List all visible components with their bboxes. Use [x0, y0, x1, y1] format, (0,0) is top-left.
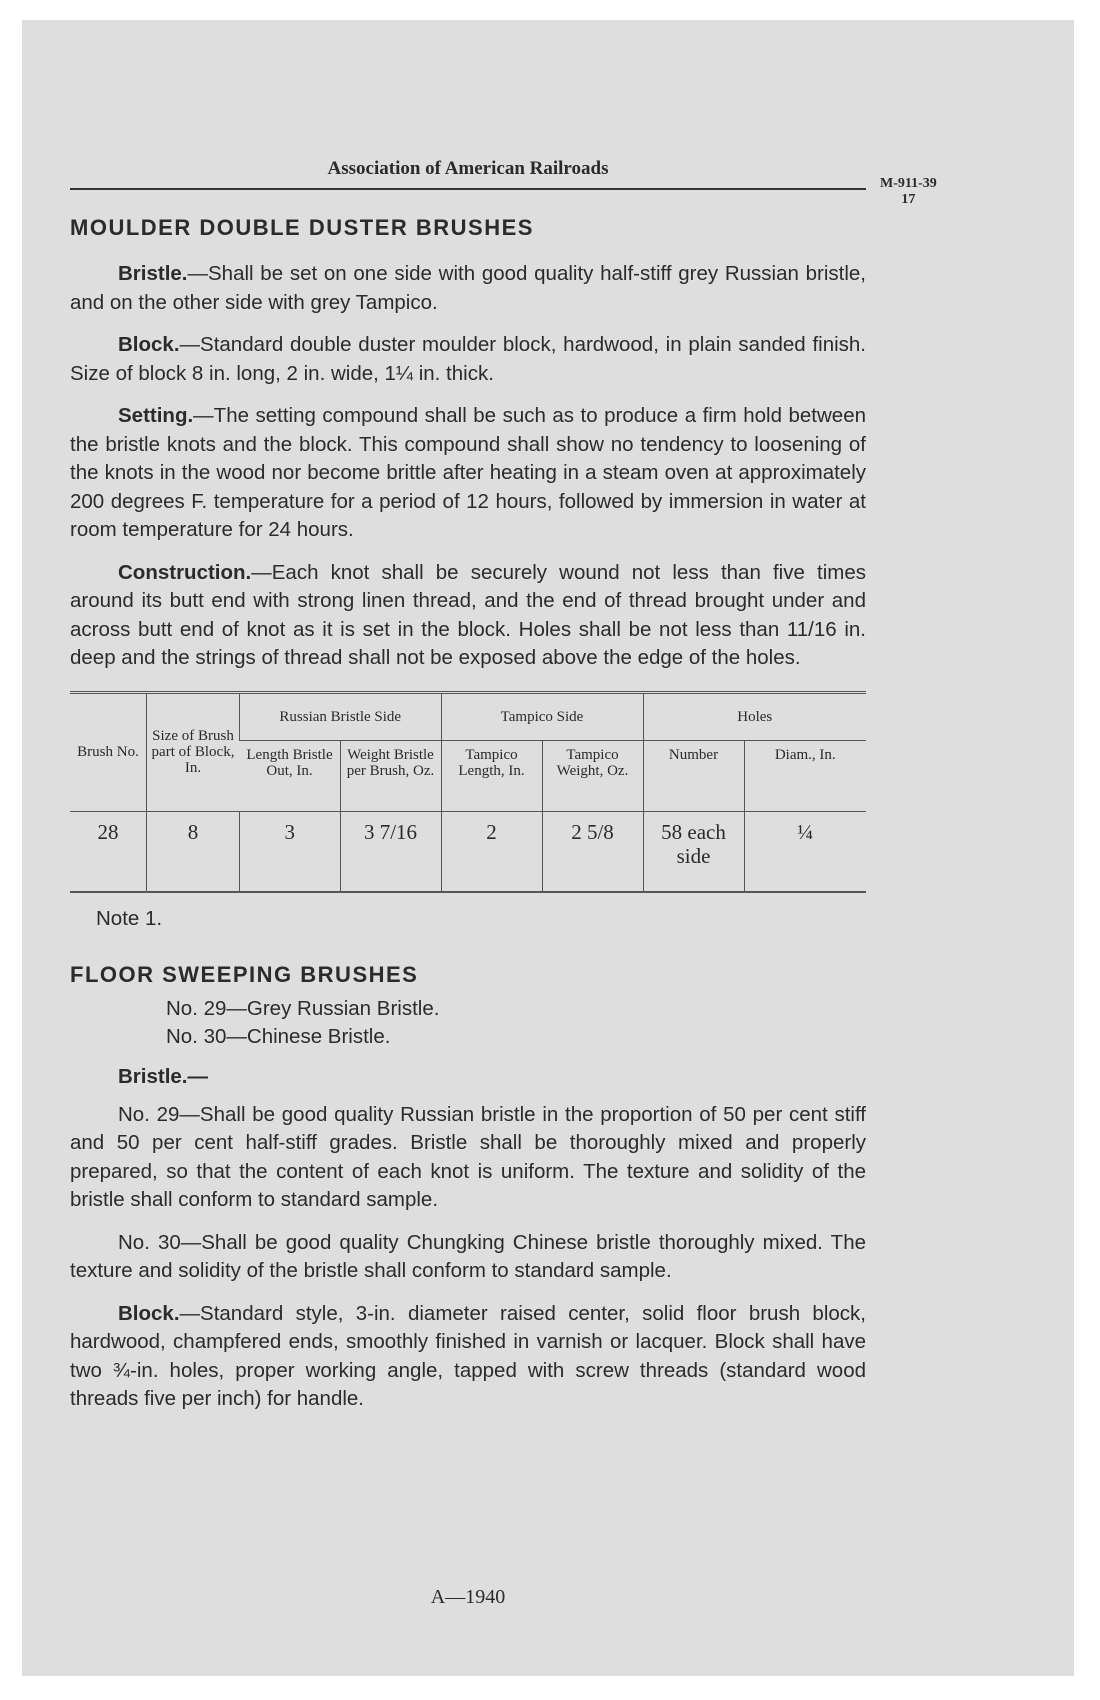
th-diam: Diam., In. [744, 740, 866, 811]
page-number: 17 [901, 192, 916, 207]
cell-tampico-weight: 2 5/8 [542, 811, 643, 892]
th-tampico-side: Tampico Side [441, 692, 643, 740]
th-holes: Holes [643, 692, 866, 740]
paragraph-bristle [70, 260, 866, 317]
paragraph-floor-block [70, 1300, 866, 1414]
cell-length: 3 [240, 811, 341, 892]
bristle-subhead: Bristle.— [118, 1064, 208, 1088]
page-footer: A—1940 [430, 1586, 506, 1608]
th-tampico-weight: Tampico Weight, Oz. [542, 740, 643, 811]
table-note: Note 1. [96, 906, 163, 930]
spec-code: M-911-39 [880, 176, 937, 191]
list-item: No. 29—Grey Russian Bristle. [166, 996, 440, 1020]
th-russian-side: Russian Bristle Side [240, 692, 442, 740]
cell-number: 58 each side [643, 811, 744, 892]
section-title-floor: FLOOR SWEEPING BRUSHES [70, 961, 419, 987]
paragraph-no29: No. 29—Shall be good quality Russian bristle in the proportion of 50 per cent stiff and 50 per cent half-stiff grades. Bristle shall be thoroughly mixed and properly prepared, so that the content of each knot is uniform. The texture and solidity of the bristle shall conform to standard sample. [70, 1102, 866, 1211]
paragraph-setting [70, 402, 866, 545]
th-number: Number [643, 740, 744, 811]
lead-setting: Setting. [118, 404, 194, 427]
section-title-moulder: MOULDER DOUBLE DUSTER BRUSHES [70, 215, 534, 240]
running-header [70, 150, 866, 192]
header-title: Association of American Railroads [327, 158, 609, 179]
header-rule [70, 188, 866, 190]
lead-construction: Construction. [118, 560, 252, 584]
th-brush-no: Brush No. [77, 744, 139, 760]
cell-size: 8 [147, 811, 240, 892]
paragraph-block [70, 331, 866, 388]
th-size: Size of Brush part of Block, In. [147, 692, 240, 811]
lead-floor-block: Block. [118, 1301, 180, 1325]
text-block: —Standard double duster moulder block, hardwood, in plain sanded finish. Size of block 8 in. long, 2 in. wide, 1¼ in. thick. [70, 333, 866, 385]
table-row [70, 811, 866, 892]
paragraph-no30: No. 30—Shall be good quality Chungking Chinese bristle thoroughly mixed. The texture and solidity of the bristle shall conform to standard sample. [70, 1230, 866, 1282]
lead-bristle: Bristle. [118, 262, 188, 285]
text-construction: —Each knot shall be securely wound not less than five times around its butt end with strong linen thread, and the end of thread brought under and across butt end of knot as it is set in the block. Holes shall be not less than 11/16 in. deep and the strings of thread shall not be exposed above the edge of the holes. [70, 560, 866, 669]
text-bristle: —Shall be set on one side with good quality half-stiff grey Russian bristle, and on the other side with grey Tampico. [70, 262, 866, 314]
cell-tampico-length: 2 [441, 811, 542, 892]
table-header-row [70, 692, 866, 740]
cell-diam: ¼ [744, 811, 866, 892]
th-length: Length Bristle Out, In. [246, 746, 333, 779]
lead-block: Block. [118, 333, 180, 356]
floor-brush-list [166, 995, 866, 1051]
spec-code-block [880, 176, 937, 208]
text-setting: —The setting compound shall be such as to produce a firm hold between the bristle knots and the block. This compound shall show no tendency to loosening of the knots in the wood nor become brittle after heating in a steam oven at approximately 200 degrees F. temperature for a period of 12 hours, followed by immersion in water at room temperature for 24 hours. [70, 404, 866, 541]
brush-spec-table [70, 691, 866, 893]
cell-weight: 3 7/16 [340, 811, 441, 892]
text-floor-block: —Standard style, 3-in. diameter raised center, solid floor brush block, hardwood, champfered ends, smoothly finished in varnish or lacquer. Block shall have two ¾-in. holes, proper working angle, tapped with screw threads (standard wood threads five per inch) for handle. [70, 1301, 866, 1410]
th-tampico-length: Tampico Length, In. [441, 740, 542, 811]
list-item: No. 30—Chinese Bristle. [166, 1024, 391, 1048]
paragraph-construction [70, 559, 866, 673]
main-content [70, 214, 866, 1428]
cell-brush-no: 28 [70, 811, 147, 892]
th-weight: Weight Bristle per Brush, Oz. [340, 740, 441, 811]
